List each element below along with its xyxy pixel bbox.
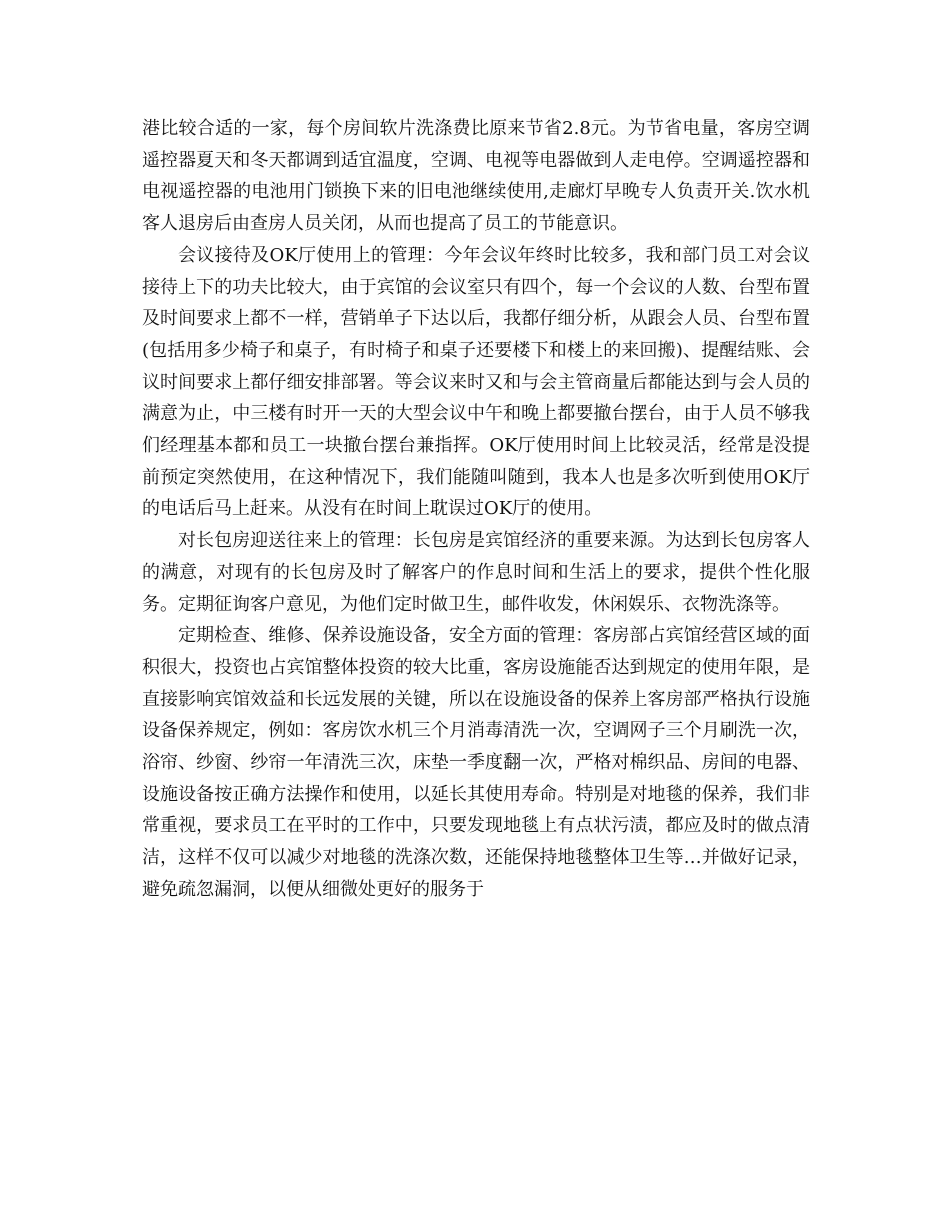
paragraph-long-stay-rooms: 对长包房迎送往来上的管理：长包房是宾馆经济的重要来源。为达到长包房客人的满意，对现有的长包房及时了解客户的作息时间和生活上的要求，提供个性化服务。定期征询客户意见，为他们定时做卫生，邮件收发，休闲娱乐、衣物洗涤等。 — [142, 530, 810, 615]
paragraph-facility-maintenance: 定期检查、维修、保养设施设备，安全方面的管理：客房部占宾馆经营区域的面积很大，投资也占宾馆整体投资的较大比重，客房设施能否达到规定的使用年限，是直接影响宾馆效益和长远发展的关键，所以在设施设备的保养上客房部严格执行设施设备保养规定，例如：客房饮水机三个月消毒清洗一次，空调网子三个月刷洗一次，浴帘、纱窗、纱帘一年清洗三次，床垫一季度翻一次，严格对棉织品、房间的电器、设施设备按正确方法操作和使用，以延长其使用寿命。特别是对地毯的保养，我们非常重视，要求员工在平时的工作中，只要发现地毯上有点状污渍，都应及时的做点清洁，这样不仅可以减少对地毯的洗涤次数，还能保持地毯整体卫生等…并做好记录，避免疏忽漏洞，以便从细微处更好的服务于 — [142, 625, 810, 900]
paragraph-energy-saving: 港比较合适的一家，每个房间软片洗涤费比原来节省2.8元。为节省电量，客房空调遥控器夏天和冬天都调到适宜温度，空调、电视等电器做到人走电停。空调遥控器和电视遥控器的电池用门锁换下来的旧电池继续使用,走廊灯早晚专人负责开关.饮水机客人退房后由查房人员关闭，从而也提高了员工的节能意识。 — [142, 118, 810, 235]
document-body — [142, 113, 810, 906]
paragraph-meeting-management: 会议接待及OK厅使用上的管理：今年会议年终时比较多，我和部门员工对会议接待上下的功夫比较大，由于宾馆的会议室只有四个，每一个会议的人数、台型布置及时间要求上都不一样，营销单子下达以后，我都仔细分析，从跟会人员、台型布置(包括用多少椅子和桌子，有时椅子和桌子还要楼下和楼上的来回搬)、提醒结账、会议时间要求上都仔细安排部署。等会议来时又和与会主管商量后都能达到与会人员的满意为止，中三楼有时开一天的大型会议中午和晚上都要撤台摆台，由于人员不够我们经理基本都和员工一块撤台摆台兼指挥。OK厅使用时间上比较灵活，经常是没提前预定突然使用，在这种情况下，我们能随叫随到，我本人也是多次听到使用OK厅的电话后马上赶来。从没有在时间上耽误过OK厅的使用。 — [142, 244, 810, 520]
